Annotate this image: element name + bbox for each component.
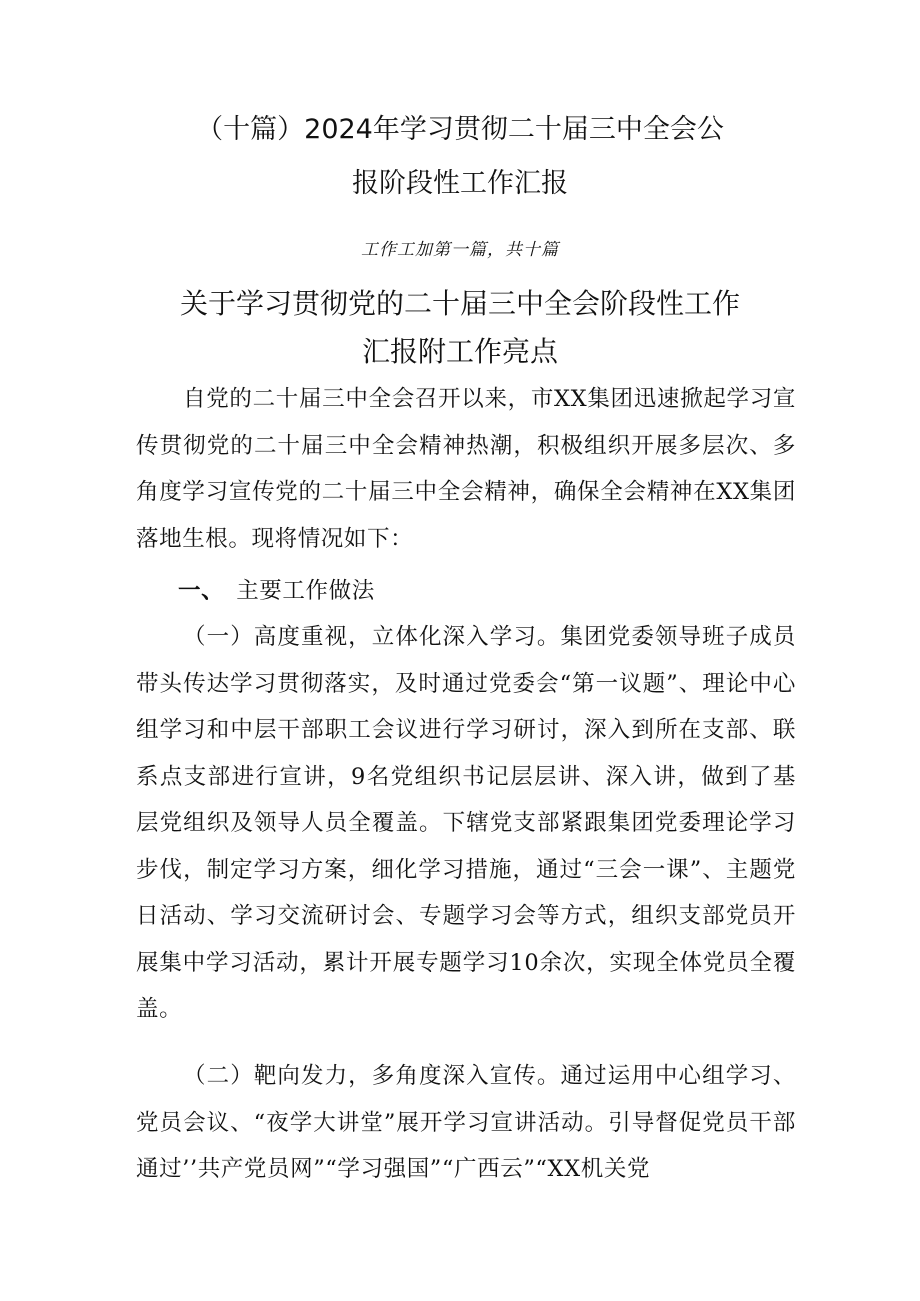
main-title-line-1: （十篇）2024年学习贯彻二十届三中全会公 bbox=[196, 114, 724, 145]
subtitle-note: 工作工加第一篇，共十篇 bbox=[361, 240, 559, 260]
paragraph-1: （一）高度重视，立体化深入学习。集团党委领导班子成员带头传达学习贯彻落实，及时通过党委会“第一议题”、理论中心组学习和中层干部职工会议进行学习研讨，深入到所在支部、联系点支部进行宣讲，9名党组织书记层层讲、深入讲，做到了基层党组织及领导人员全覆盖。下辖党支部紧跟集团党委理论学习步伐，制定学习方案，细化学习措施，通过“三会一课”、主题党日活动、学习交流研讨会、专题学习会等方式，组织支部党员开展集中学习活动，累计开展专题学习10余次，实现全体党员全覆盖。 bbox=[136, 624, 796, 1022]
intro-paragraph: 自党的二十届三中全会召开以来，市XX集团迅速掀起学习宣传贯彻党的二十届三中全会精神热潮，积极组织开展多层次、多角度学习宣传党的二十届三中全会精神，确保全会精神在XX集团落地生根。现将情况如下： bbox=[136, 386, 796, 552]
main-title-line-2: 报阶段性工作汇报 bbox=[352, 168, 568, 199]
section-heading-1 bbox=[178, 568, 375, 614]
article-title-line-1: 关于学习贯彻党的二十届三中全会阶段性工作 bbox=[179, 287, 740, 320]
paragraph-2: （二）靶向发力，多角度深入宣传。通过运用中心组学习、党员会议、“夜学大讲堂”展开学习宣讲活动。引导督促党员干部通过’’共产党员网”“学习强国”“广西云”“XX机关党 bbox=[136, 1063, 796, 1182]
section-number: 一、 bbox=[178, 578, 225, 604]
article-title-line-2: 汇报附工作亮点 bbox=[361, 335, 558, 368]
section-title: 主要工作做法 bbox=[236, 578, 375, 604]
